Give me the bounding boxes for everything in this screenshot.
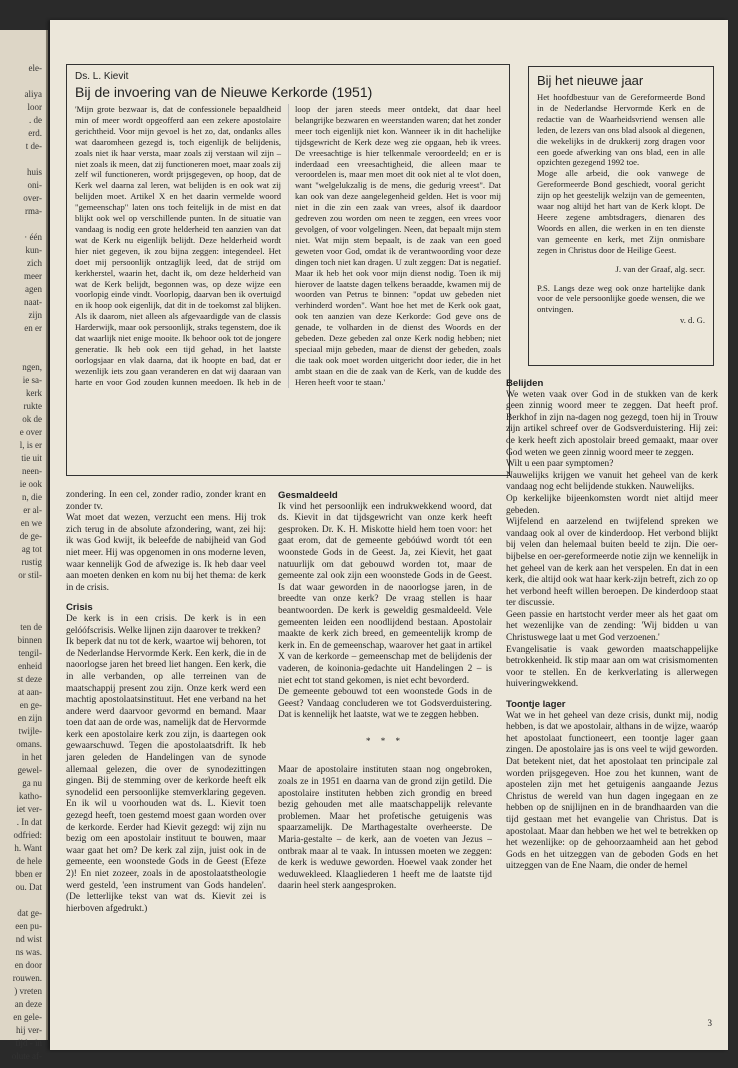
previous-page-fragment: en zijn	[17, 713, 42, 723]
previous-page-edge	[0, 30, 48, 1061]
previous-page-fragment: naat-	[24, 297, 42, 307]
previous-page-fragment: or stil-	[18, 570, 42, 580]
previous-page-fragment: tie uit	[21, 453, 42, 463]
subheading-crisis: Crisis	[66, 602, 93, 614]
paragraph: Wat moet dat wezen, verzucht een mens. Hij trok zich terug in de absolute afzondering, want, zei hij: ik was God kwijt, ik beleefde de nabijheid van God niet meer. Hij was opgenomen in ons moderne leven, waar kennelijk God de afwezige is. Ik heb daar veel aan moeten denken en kom nu bij het thema: de kerk in de crisis.	[66, 513, 266, 593]
previous-page-fragment: rouwen.	[12, 973, 42, 983]
quote-text	[75, 104, 501, 388]
previous-page-fragment: enheid	[18, 661, 42, 671]
previous-page-fragment: twijle-	[16, 726, 42, 736]
previous-page-fragment: loor	[27, 102, 42, 112]
new-year-box	[528, 66, 714, 366]
previous-page-fragment: t de-	[25, 141, 42, 151]
previous-page-fragment: over-	[23, 193, 42, 203]
paragraph: Wat we in het geheel van deze crisis, dunkt mij, nodig hebben, is dat we apostolair, althans in de wijze, waaróp het apostolaat functioneert, een toontje lager gaan zingen. De apostolaire jas is ons veel te wijd geworden. Dat betekent niet, dat het apostolaat ten principale zal worden prijsgegeven. Hoe zou het kunnen, want de apostelen zijn met het getuigenis aangaande Jezus Christus de wereld van hun dagen ingegaan en ze hebben op de snijlijnen en in de brandhaarden van die tijd gestaan met het evangelie van Christus. Dat is apostolaat. Maar dan hebben we het wel te betrekken op het wezenlijke: op de gehoorzaamheid aan het gebod Gods en het uitzeggen van de geboden Gods en het uitzeggen van de Ene Naam, die onder de hemel	[506, 710, 718, 872]
previous-page-fragment: · één	[24, 232, 42, 242]
previous-page-fragment: er al-	[21, 505, 42, 515]
paragraph: zondering. In een cel, zonder radio, zonder krant en zonder tv.	[66, 490, 266, 512]
previous-page-fragment: meer	[24, 271, 42, 281]
previous-page-fragment: ns was.	[15, 947, 42, 957]
paragraph: De gemeente gebouwd tot een woonstede Gods in de Geest? Vandaag concluderen we tot Godsverduistering. Dat is kennelijk het laatste, wat we te zeggen hebben.	[278, 687, 492, 721]
column-1	[66, 490, 266, 1035]
subheading-toontje-lager: Toontje lager	[506, 699, 566, 711]
previous-page-fragment: ga nu	[20, 778, 42, 788]
previous-page-fragment: erd.	[28, 128, 42, 138]
previous-page-fragment: in het	[19, 752, 42, 762]
previous-page-fragment: kun-	[25, 245, 42, 255]
previous-page-fragment: . de	[29, 115, 42, 125]
previous-page-fragment: omans.	[16, 739, 42, 749]
subheading-belijden: Belijden	[506, 378, 544, 389]
paragraph: Wilt u een paar symptomen?	[506, 459, 614, 470]
previous-page-fragment: ie ook	[19, 479, 42, 489]
previous-page-fragment: en door	[14, 960, 42, 970]
previous-page-fragment: neen-	[22, 466, 42, 476]
previous-page-fragment: at aan-	[17, 687, 42, 697]
previous-page-fragment: iet ver-	[16, 804, 42, 814]
previous-page-fragment: rustig	[21, 557, 42, 567]
previous-page-fragment: nd wist	[15, 934, 42, 944]
previous-page-fragment: binnen	[17, 635, 42, 645]
previous-page-fragment: de ge-	[19, 531, 42, 541]
previous-page-fragment: de hele	[16, 856, 42, 866]
paragraph: Wijfelend en aarzelend en twijfelend spreken we vandaag ook al over de kinderdoop. Het verbond blijkt bij velen dan helemaal buiten beeld te zijn. Die oer-bijbelse en oer-gereformeerde notie zijn we kennelijk in het geheel van de kerk aan het verspelen. En dat in een kerk, die altijd ook wat haar kerk-zijn betreft, zich zo op het verbond heeft willen beroepen. De kinderdoop staat ter discussie.	[506, 517, 718, 609]
column-2	[278, 490, 492, 1035]
new-year-paragraph-1: Het hoofdbestuur van de Gereformeerde Bond in de Nederlandse Hervormde Kerk en de redactie van de Waarheidsvriend wensen alle leden, de lezers van ons blad alsook al diegenen, die wekelijks in de drukkerij zorg dragen voor een goede afwerking van ons blad, een in alle opzichten gezegend 1992 toe.	[537, 92, 705, 168]
previous-page-fragment: ten de	[20, 622, 42, 632]
subheading-gesmaldeeld: Gesmaldeeld	[278, 490, 338, 501]
previous-page-fragment: dat ge-	[17, 908, 42, 918]
previous-page-fragment: kerk	[23, 388, 42, 398]
article-headline: Bij de invoering van de Nieuwe Kerkorde (1951)	[75, 84, 373, 100]
previous-page-fragment: olute af-	[11, 1051, 42, 1061]
previous-page-fragment: huis	[26, 167, 42, 177]
previous-page-fragment: tijd - in	[15, 1038, 42, 1048]
column-3	[506, 378, 718, 1038]
paragraph: Maar de apostolaire instituten staan nog ongebroken, zoals ze in 1951 en daarna van de grond zijn getild. Die apostolaire instituten hebben zich grondig en breed bezig gehouden met alle maatschappelijk relevante problemen. Maar het profetische getuigenis was spaarzamelijk. De Marthagestalte overheerste. De Maria-gestalte – de kerk, aan de voeten van Jezus – ontbrak maar al te vaak. In intussen moeten we zeggen: de kerk is weduwe geworden. Hoewel vaak zonder het weduwekleed. Klaagliederen 1 heeft me de laatste tijd daarin heel sterk aangesproken.	[278, 765, 492, 892]
paragraph: Op kerkelijke bijeenkomsten wordt niet altijd meer gebeden.	[506, 493, 718, 516]
previous-page-fragment: ele-	[28, 63, 42, 73]
paragraph: We weten vaak over God in de stukken van de kerk geen zinnig woord meer te zeggen. Dat heeft prof. Berkhof in zijn na-dagen nog gezegd, toen hij in Trouw zijn artikel schreef over de Godsverduistering. Hij zei: de kerk heeft zich apostolair breed gemaakt, maar over God weten we geen zinnig woord meer te zeggen.	[506, 389, 718, 458]
previous-page-fragment: zijn	[26, 310, 42, 320]
previous-page-fragment: ok de	[22, 414, 42, 424]
previous-page-fragment: een pu-	[15, 921, 42, 931]
postscript-signature: v. d. G.	[680, 315, 705, 326]
previous-page-fragment: h. Want	[14, 843, 42, 853]
previous-page-fragment: odfried:	[13, 830, 42, 840]
previous-page-fragment: ) vreten	[14, 986, 42, 996]
paragraph: Nauwelijks krijgen we vanuit het geheel van de kerk vandaag nog echt belijdende stukken. Nauwelijks.	[506, 470, 718, 493]
quote-paragraph: 'Mijn grote bezwaar is, dat de confessionele bepaaldheid min of meer wordt opgeofferd aan een zekere apostolaire gerichtheid. Voor mijn gevoel is het zo, dat, ondanks alles wat daaromheen gezegd is, toch eigenlijk de belijdenis, zoals niet ik haar versta, maar zoals zij verstaan wil zijn – niet zoals ik meen, dat zij functioneren moet, maar zoals zij zelf wil functioneren, wordt prijsgegeven, op hoop, dat de Kerk wel daarna zal leren, wat belijden is en ook wat zij belijden moet. Artikel X en het daarin vermelde woord "gemeenschap" laten ons toch feitelijk in de mist en dat blijkt ook wel op verschillende punten. In de situatie van vandaag is nodig een grote helderheid ten aanzien van dat wat de Kerk nu eigenlijk belijdt. Deze helderheid wordt hier niet gegeven, ik zou bijna zeggen: integendeel. Het doet mij persoonlijk ontzaglijk leed, dat de strijd om kerkherstel, waarin het, dacht ik, om deze helderheid van wat de Kerk belijdt, begonnen was, op deze wijze een voorlopig einde vindt. Voorlopig, daarvan ben ik overtuigd en ik hoop ook eigenlijk, dat dit in de toekomst zal blijken. Als ik daarom, niet alleen als afgevaardigde van de classis Harderwijk, maar ook persoonlijk, straks tegenstem, doe ik dat waarlijk niet enige mooite. Ik behoor ook tot de jongere generatie. Ik heb ook een tijd gehad, in het laatste oorlogsjaar en vlak daarna, dat ik hoopte en bad, dat er wezenlijk iets zou gaan veranderen en dat wij daaraan van harte en voor God zouden kunnen meedoen. Ik heb in de loop der jaren steeds meer ontdekt, dat daar heel belangrijke bezwaren en weerstanden waren; dat het zonder meer toch eigenlijk niet kon. Wanneer ik in dit hachelijke tijdsgewricht de Kerk deze weg zie opgaan, heb ik vrees. De vreesachtige is hier telkenmale veroordeeld; en er is inderdaad een vreesachtigheid, die alleen maar te veroordelen is, maar men moet dit ook niet al te vlot doen, want "welgelukzalig is de mens, die gedurig vreest". Dat kan ook van deze aangelegenheid gelden. Het is voor mij niet in die zin een zaak van vrees, alsof ik daardoor gedreven zou worden om neen te zeggen, een vrees voor gevolgen, of voor volgelingen. Neen, dat bepaalt mijn stem niet. Wat mijn stem bepaalt, is de zaak van een goed geweten voor God, omdat ik de verantwoording voor deze dingen toch niet kan dragen. U zult zeggen: Dat is negatief. Maar ik heb het ook voor mijn dienst nodig. Toen ik mij hierover de laatste dagen telkens beraadde, kwamen mij de woorden van Petrus te binnen: "opdat uw gebeden niet verhinderd worden". Want hoe het met de Kerk ook gaat, ook ten aanzien van deze Kerkorde: God geve ons de genade, te volharden in de dienst des Woords en der gebeden. Deze gebeden zal onze Kerk nodig hebben; niet speciaal mijn gebeden, maar de dienst der gebeden, zoals die taak ook moet worden uitgericht door ieder, die in het ambt staan en die de zaak van de Kerk, van de kudde des Heren heeft voor te staan.'	[75, 104, 501, 387]
paragraph: Geen passie en hartstocht verder meer als het gaat om het wezenlijke van de zending: 'Wij bidden u van Christuswege laat u met God verzoenen.'	[506, 609, 718, 644]
previous-page-fragment: en we	[20, 518, 42, 528]
previous-page-fragment: oni-	[27, 180, 42, 190]
previous-page-fragment: e over	[19, 427, 42, 437]
previous-page-fragment: en er	[24, 323, 42, 333]
previous-page-fragment: hij ver-	[13, 1025, 42, 1035]
previous-page-fragment: n, die	[22, 492, 42, 502]
paragraph: Ik vind het persoonlijk een indrukwekkend woord, dat ds. Kievit in dat tijdsgewricht van onze kerk heeft gesproken. Dr. K. H. Miskotte hield hem toen voor: het gaat erom, dat de gemeente gebóúwd wordt tót een woonstede Gods in de Geest. Ja, zei Kievit, het gaat natuurlijk om dat gebouwd worden tot, maar de gemeente zal ook zijn een woonstede Gods in de Geest. Is dat waar geworden in de naoorlogse jaren, in de breedte van onze kerk? De vraag stellen is haar beantwoorden. De kerk is geweldig gesmaldeeld. Vele gemeenten leiden een noodlijdend bestaan. Apostolair maakte de kerk zich breed, en gemeentelijk kromp de kerk in. En de gemeenschap, waarover het gaat in artikel X van de kerkorde – gemeenschap met de belijdenis der vaderen, de koinonia-gedachte uit Handelingen 2 – is niet echt tot stand gekomen, is niet echt bevorderd.	[278, 501, 492, 686]
previous-page-fragment: st deze	[17, 674, 42, 684]
previous-page-fragment: bben er	[15, 869, 42, 879]
previous-page-fragment: . In dat	[16, 817, 42, 827]
previous-page-fragment: en gele-	[13, 1012, 42, 1022]
previous-page-fragment: tengil-	[18, 648, 42, 658]
byline: Ds. L. Kievit	[75, 71, 129, 82]
previous-page-fragment: an deze	[14, 999, 42, 1009]
previous-page-fragment: en ge-	[19, 700, 42, 710]
previous-page-fragment: katho-	[19, 791, 42, 801]
page	[50, 20, 728, 1050]
previous-page-fragment: ie sa-	[22, 375, 42, 385]
previous-page-fragment: ou. Dat	[15, 882, 42, 892]
paragraph: Evangelisatie is vaak geworden maatschappelijke betrokkenheid. Ik stip maar aan om wat crisismomenten voor te stellen. En de kerkverlating is allerwegen huiveringwekkend.	[506, 644, 718, 690]
new-year-paragraph-2: Moge alle arbeid, die ook vanwege de Gereformeerde Bond geschiedt, vooral gericht zijn op het geestelijk welzijn van de gemeenten, waar nog altijd het hart van de Kerk klopt. De Heere zegene ambtsdragers, dienaren des Woords en allen, die werken in en ten dienste van gemeente en kerk, met Zijn onmisbare zegen in Christus door de Heilige Geest.	[537, 168, 705, 255]
previous-page-fragment: l, is er	[19, 440, 42, 450]
new-year-title: Bij het nieuwe jaar	[537, 73, 644, 88]
previous-page-fragment: aliya	[24, 89, 42, 99]
page-number: 3	[707, 1018, 712, 1028]
kievit-quote-box	[66, 64, 510, 476]
previous-page-fragment: zich	[27, 258, 42, 268]
previous-page-fragment: rma-	[25, 206, 42, 216]
postscript: P.S. Langs deze weg ook onze hartelijke dank voor de vele persoonlijke goede wensen, die we ontvingen.	[537, 282, 705, 315]
section-divider: * * *	[366, 735, 404, 746]
paragraph: Ik beperk dat nu tot de kerk, waartoe wij behoren, tot de Nederlandse Hervormde Kerk. Een kerk, die in de naoorlogse jaren het breed liet hangen. Een kerk, die in alle verbanden, op alle terreinen van de maatschappij present zou zijn. Onze kerk werd een machtig apostolaatsinstituut. Het ene verband na het andere werd daarvoor gevormd en bemand. Maar toen dat aan de orde was, namelijk dat de Hervormde kerk een apostolaire kerk zou zijn, is daartegen ook gewaarschuwd. Tegen die apostolaatsdrift. Ik heb jaren geleden de Handelingen van de synode allemaal gelezen, die over de synodezittingen gingen. Bij de stemming over de kerkorde heeft elk synodelid een persoonlijke stemverklaring gegeven. En ik wil u voorhouden wat ds. L. Kievit toen gezegd heeft, toen gestemd moest gaan worden over de kerkorde. Eerder had Kievit gezegd: wij zijn nu bezig om een apostolair instituut te bouwen, maar waar gaat het om? De kerk zal zijn, juist ook in de gemeente, een woonstede Gods in de Geest (Efeze 2)! En niet zozeer, zoals in de apostolaatstheologie werd gesteld, 'een instrument van Gods handelen'. (De letterlijke tekst van wat ds. Kievit zei is hierboven afgedrukt.)	[66, 637, 266, 914]
previous-page-fragment: rukte	[23, 401, 42, 411]
previous-page-fragment: ngen,	[22, 362, 42, 372]
paragraph: De kerk is in een crisis. De kerk is in een gelóófscrisis. Welke lijnen zijn daarover te trekken?	[66, 613, 266, 636]
previous-page-fragment: agen	[25, 284, 42, 294]
previous-page-fragment: ag tot	[21, 544, 42, 554]
previous-page-fragment: gewel-	[15, 765, 42, 775]
signature: J. van der Graaf, alg. secr.	[615, 263, 705, 274]
